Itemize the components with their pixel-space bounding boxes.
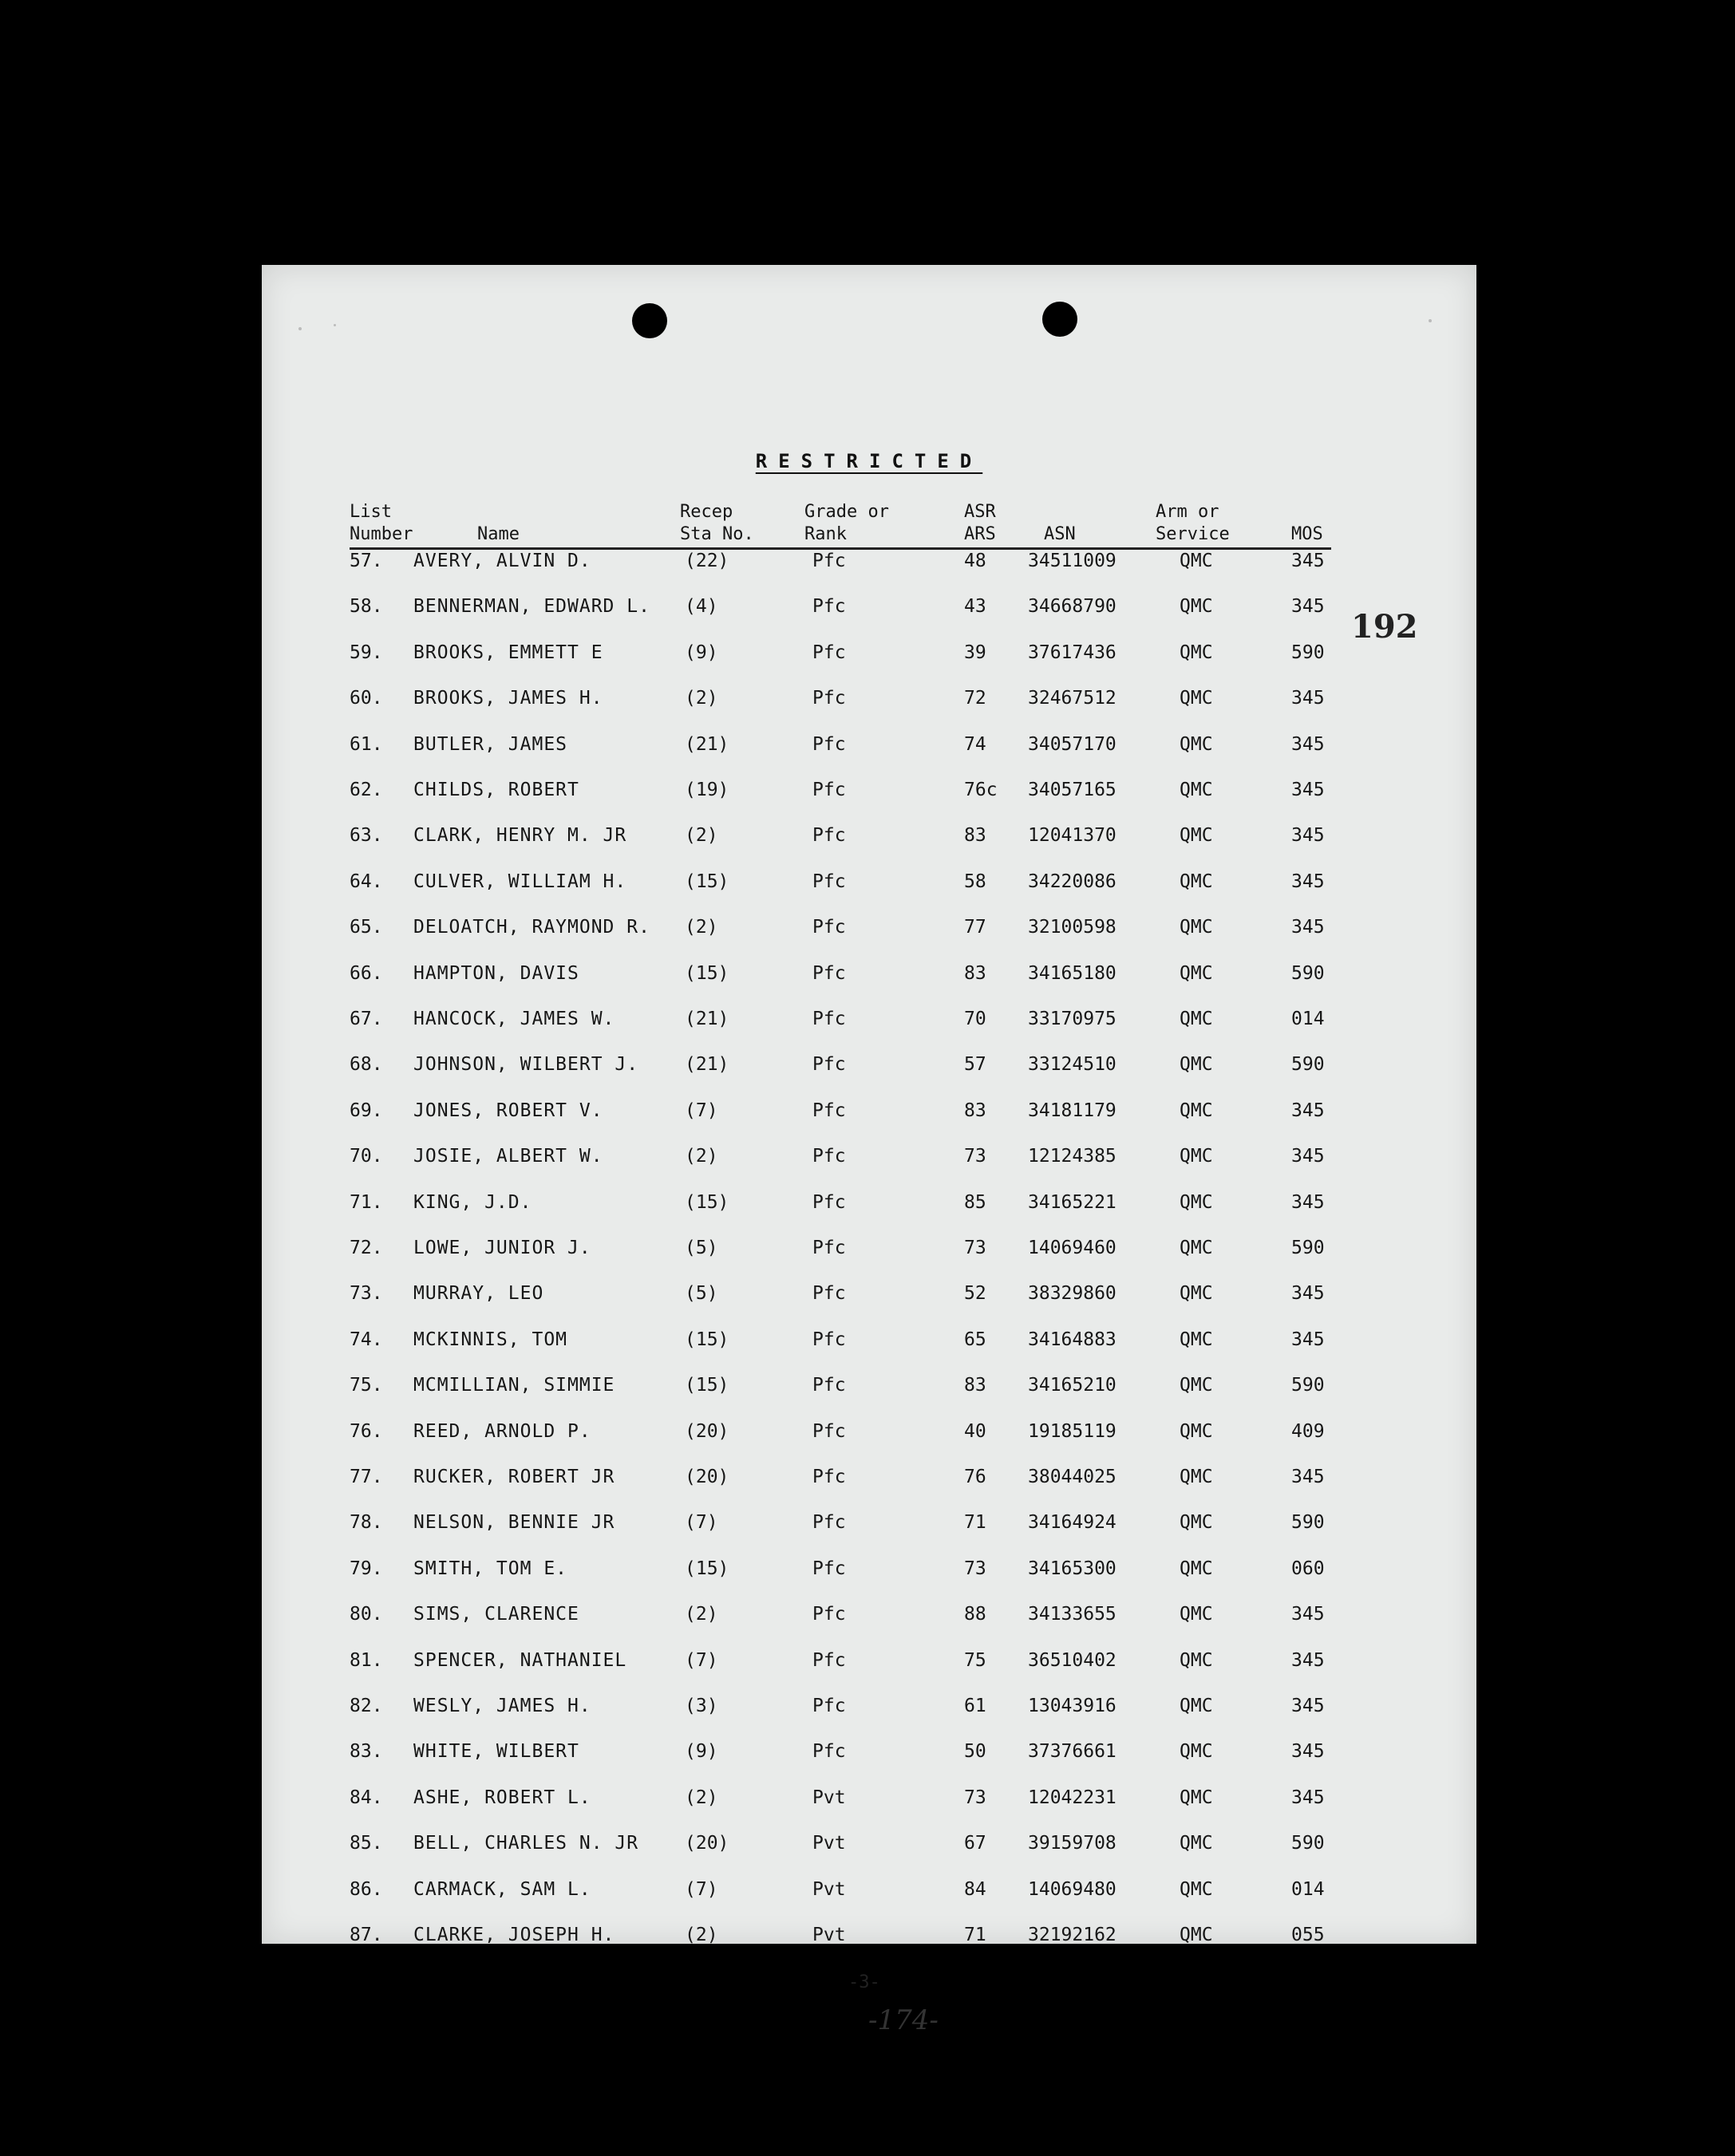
cell-grade: Pvt — [812, 1833, 846, 1854]
cell-name: BROOKS, JAMES H. — [413, 688, 603, 709]
cell-recep: (21) — [685, 1009, 729, 1029]
cell-asr: 72 — [964, 688, 986, 709]
cell-recep: (22) — [685, 551, 729, 571]
cell-mos: 345 — [1291, 596, 1325, 618]
cell-asn: 36510402 — [1028, 1649, 1116, 1671]
cell-mos: 345 — [1291, 1467, 1325, 1487]
cell-grade: Pfc — [812, 825, 846, 847]
cell-mos: 055 — [1291, 1925, 1325, 1945]
table-row — [262, 596, 1476, 628]
table-row — [262, 1054, 1476, 1086]
table-row — [262, 1283, 1476, 1315]
cell-mos: 345 — [1291, 871, 1325, 892]
dust-speck — [298, 327, 302, 330]
cell-arm: QMC — [1180, 825, 1213, 847]
table-row — [262, 1009, 1476, 1040]
cell-grade: Pfc — [812, 642, 846, 663]
cell-mos: 345 — [1291, 1191, 1325, 1213]
header-arm: Arm or Service — [1156, 502, 1230, 544]
table-row — [262, 917, 1476, 949]
cell-name: CULVER, WILLIAM H. — [413, 871, 627, 892]
cell-grade: Pfc — [812, 780, 846, 800]
cell-name: SIMS, CLARENCE — [413, 1604, 579, 1625]
cell-mos: 345 — [1291, 1696, 1325, 1716]
cell-num: 66. — [350, 962, 383, 984]
cell-arm: QMC — [1180, 1420, 1213, 1442]
cell-asn: 12042231 — [1028, 1787, 1116, 1808]
cell-arm: QMC — [1180, 1054, 1213, 1076]
cell-arm: QMC — [1180, 1009, 1213, 1029]
cell-asr: 52 — [964, 1283, 986, 1305]
cell-recep: (20) — [685, 1833, 729, 1854]
cell-mos: 590 — [1291, 962, 1325, 984]
cell-grade: Pfc — [812, 917, 846, 938]
cell-recep: (21) — [685, 1054, 729, 1076]
cell-num: 73. — [350, 1283, 383, 1305]
table-row — [262, 1650, 1476, 1682]
table-row — [262, 734, 1476, 766]
cell-name: MCMILLIAN, SIMMIE — [413, 1375, 615, 1396]
cell-num: 79. — [350, 1558, 383, 1579]
cell-arm: QMC — [1180, 1878, 1213, 1900]
cell-grade: Pfc — [812, 688, 846, 709]
punch-hole-left — [632, 303, 667, 338]
cell-name: RUCKER, ROBERT JR — [413, 1467, 615, 1487]
cell-arm: QMC — [1180, 1146, 1213, 1167]
cell-asr: 83 — [964, 825, 986, 847]
cell-asn: 39159708 — [1028, 1833, 1116, 1854]
cell-num: 59. — [350, 642, 383, 663]
cell-recep: (15) — [685, 871, 729, 892]
table-row — [262, 1100, 1476, 1132]
cell-grade: Pfc — [812, 596, 846, 618]
cell-num: 80. — [350, 1604, 383, 1625]
cell-asn: 34668790 — [1028, 596, 1116, 618]
table-row — [262, 1833, 1476, 1865]
table-row — [262, 1238, 1476, 1270]
header-rule — [350, 547, 1331, 550]
cell-asn: 12124385 — [1028, 1146, 1116, 1167]
cell-num: 76. — [350, 1420, 383, 1442]
cell-recep: (2) — [685, 1146, 718, 1167]
cell-recep: (5) — [685, 1238, 718, 1258]
table-row — [262, 688, 1476, 720]
cell-asn: 34165180 — [1028, 962, 1116, 984]
cell-grade: Pfc — [812, 1604, 846, 1625]
cell-arm: QMC — [1180, 1696, 1213, 1716]
cell-mos: 345 — [1291, 1146, 1325, 1167]
cell-asr: 43 — [964, 596, 986, 618]
cell-recep: (20) — [685, 1420, 729, 1442]
cell-grade: Pfc — [812, 1283, 846, 1305]
cell-asn: 33124510 — [1028, 1054, 1116, 1076]
cell-grade: Pfc — [812, 1420, 846, 1442]
cell-asn: 34057165 — [1028, 780, 1116, 800]
cell-num: 84. — [350, 1787, 383, 1808]
table-row — [262, 1741, 1476, 1773]
cell-mos: 345 — [1291, 1741, 1325, 1763]
cell-asr: 76c — [964, 780, 998, 800]
cell-recep: (9) — [685, 642, 718, 663]
table-row — [262, 1512, 1476, 1544]
cell-arm: QMC — [1180, 1191, 1213, 1213]
cell-asr: 83 — [964, 962, 986, 984]
cell-grade: Pfc — [812, 1329, 846, 1350]
cell-mos: 590 — [1291, 1833, 1325, 1854]
cell-asn: 38329860 — [1028, 1283, 1116, 1305]
cell-asr: 73 — [964, 1558, 986, 1579]
cell-asr: 71 — [964, 1512, 986, 1534]
cell-num: 58. — [350, 596, 383, 618]
cell-recep: (2) — [685, 917, 718, 938]
cell-asn: 32467512 — [1028, 688, 1116, 709]
cell-asn: 34165300 — [1028, 1558, 1116, 1579]
document-page — [262, 265, 1476, 2036]
cell-asr: 70 — [964, 1009, 986, 1029]
cell-arm: QMC — [1180, 1604, 1213, 1625]
cell-name: JOSIE, ALBERT W. — [413, 1146, 603, 1167]
cell-asr: 73 — [964, 1787, 986, 1808]
cell-asn: 14069480 — [1028, 1878, 1116, 1900]
cell-mos: 345 — [1291, 1787, 1325, 1808]
table-row — [262, 551, 1476, 582]
cell-num: 60. — [350, 688, 383, 709]
table-row — [262, 1375, 1476, 1407]
table-row — [262, 1696, 1476, 1728]
cell-grade: Pfc — [812, 1467, 846, 1487]
cell-asn: 34133655 — [1028, 1604, 1116, 1625]
cell-arm: QMC — [1180, 962, 1213, 984]
cell-mos: 345 — [1291, 825, 1325, 847]
table-row — [262, 871, 1476, 903]
cell-recep: (2) — [685, 1787, 718, 1808]
cell-arm: QMC — [1180, 551, 1213, 571]
cell-asr: 84 — [964, 1878, 986, 1900]
cell-name: REED, ARNOLD P. — [413, 1420, 591, 1442]
cell-arm: QMC — [1180, 1649, 1213, 1671]
cell-mos: 014 — [1291, 1009, 1325, 1029]
cell-grade: Pvt — [812, 1787, 846, 1808]
cell-name: CARMACK, SAM L. — [413, 1878, 591, 1900]
cell-num: 81. — [350, 1649, 383, 1671]
cell-asn: 19185119 — [1028, 1420, 1116, 1442]
cell-asr: 83 — [964, 1100, 986, 1121]
cell-recep: (9) — [685, 1741, 718, 1763]
cell-name: SMITH, TOM E. — [413, 1558, 568, 1579]
table-row — [262, 1192, 1476, 1224]
cell-num: 71. — [350, 1191, 383, 1213]
cell-asr: 74 — [964, 733, 986, 755]
cell-recep: (7) — [685, 1878, 718, 1900]
table-row — [262, 1329, 1476, 1361]
cell-arm: QMC — [1180, 688, 1213, 709]
table-row — [262, 1558, 1476, 1590]
cell-mos: 014 — [1291, 1878, 1325, 1900]
cell-name: JOHNSON, WILBERT J. — [413, 1054, 639, 1076]
cell-recep: (7) — [685, 1512, 718, 1534]
cell-mos: 345 — [1291, 780, 1325, 800]
cell-num: 87. — [350, 1925, 383, 1945]
cell-num: 78. — [350, 1512, 383, 1534]
cell-asr: 65 — [964, 1329, 986, 1350]
table-row — [262, 1925, 1476, 1957]
table-row — [262, 1146, 1476, 1178]
cell-asn: 34165210 — [1028, 1375, 1116, 1396]
cell-num: 61. — [350, 733, 383, 755]
cell-asn: 34181179 — [1028, 1100, 1116, 1121]
cell-asr: 39 — [964, 642, 986, 663]
cell-num: 82. — [350, 1696, 383, 1716]
cell-name: BELL, CHARLES N. JR — [413, 1833, 639, 1854]
cell-mos: 345 — [1291, 551, 1325, 571]
table-row — [262, 780, 1476, 811]
cell-arm: QMC — [1180, 1925, 1213, 1945]
cell-mos: 590 — [1291, 642, 1325, 663]
cell-asr: 58 — [964, 871, 986, 892]
cell-name: JONES, ROBERT V. — [413, 1100, 603, 1121]
cell-num: 72. — [350, 1238, 383, 1258]
cell-name: SPENCER, NATHANIEL — [413, 1649, 627, 1671]
cell-grade: Pvt — [812, 1925, 846, 1945]
cell-arm: QMC — [1180, 1512, 1213, 1534]
cell-name: WESLY, JAMES H. — [413, 1696, 591, 1716]
cell-mos: 060 — [1291, 1558, 1325, 1579]
page-number: -3- — [848, 1972, 880, 1992]
table-row — [262, 963, 1476, 995]
cell-name: DELOATCH, RAYMOND R. — [413, 917, 650, 938]
cell-num: 70. — [350, 1146, 383, 1167]
cell-num: 57. — [350, 551, 383, 571]
cell-arm: QMC — [1180, 1283, 1213, 1305]
cell-grade: Pfc — [812, 1741, 846, 1763]
cell-grade: Pfc — [812, 1054, 846, 1076]
cell-recep: (15) — [685, 1558, 729, 1579]
cell-grade: Pfc — [812, 1512, 846, 1534]
cell-recep: (20) — [685, 1467, 729, 1487]
cell-mos: 590 — [1291, 1375, 1325, 1396]
cell-arm: QMC — [1180, 780, 1213, 800]
header-asr: ASR ARS — [964, 502, 996, 544]
cell-grade: Pfc — [812, 1100, 846, 1121]
cell-recep: (7) — [685, 1649, 718, 1671]
cell-asn: 34220086 — [1028, 871, 1116, 892]
cell-mos: 345 — [1291, 1100, 1325, 1121]
cell-mos: 409 — [1291, 1420, 1325, 1442]
cell-recep: (2) — [685, 1604, 718, 1625]
cell-arm: QMC — [1180, 733, 1213, 755]
cell-asn: 37376661 — [1028, 1741, 1116, 1763]
cell-recep: (7) — [685, 1100, 718, 1121]
cell-asn: 32192162 — [1028, 1925, 1116, 1945]
cell-num: 64. — [350, 871, 383, 892]
cell-name: CHILDS, ROBERT — [413, 780, 579, 800]
cell-name: MCKINNIS, TOM — [413, 1329, 568, 1350]
cell-name: MURRAY, LEO — [413, 1283, 544, 1305]
cell-mos: 345 — [1291, 917, 1325, 938]
header-asn: ASN — [1044, 524, 1076, 544]
cell-mos: 345 — [1291, 1283, 1325, 1305]
cell-name: HAMPTON, DAVIS — [413, 962, 579, 984]
cell-mos: 345 — [1291, 1329, 1325, 1350]
cell-grade: Pfc — [812, 551, 846, 571]
cell-asn: 34511009 — [1028, 551, 1116, 571]
cell-asr: 50 — [964, 1741, 986, 1763]
cell-name: CLARK, HENRY M. JR — [413, 825, 627, 847]
cell-asr: 48 — [964, 551, 986, 571]
cell-mos: 345 — [1291, 688, 1325, 709]
cell-num: 62. — [350, 780, 383, 800]
cell-asn: 32100598 — [1028, 917, 1116, 938]
cell-asr: 76 — [964, 1467, 986, 1487]
dust-speck — [334, 324, 336, 326]
cell-asn: 37617436 — [1028, 642, 1116, 663]
cell-num: 67. — [350, 1009, 383, 1029]
cell-num: 77. — [350, 1467, 383, 1487]
cell-num: 74. — [350, 1329, 383, 1350]
cell-name: LOWE, JUNIOR J. — [413, 1238, 591, 1258]
cell-asn: 33170975 — [1028, 1009, 1116, 1029]
cell-mos: 590 — [1291, 1512, 1325, 1534]
cell-arm: QMC — [1180, 1467, 1213, 1487]
cell-num: 83. — [350, 1741, 383, 1763]
cell-recep: (3) — [685, 1696, 718, 1716]
cell-asn: 34057170 — [1028, 733, 1116, 755]
cell-recep: (15) — [685, 1191, 729, 1213]
header-recep: Recep Sta No. — [680, 502, 754, 544]
cell-recep: (2) — [685, 1925, 718, 1945]
table-row — [262, 1604, 1476, 1636]
cell-recep: (5) — [685, 1283, 718, 1305]
table-row — [262, 1467, 1476, 1499]
table-row — [262, 1787, 1476, 1819]
cell-asr: 83 — [964, 1375, 986, 1396]
punch-hole-right — [1042, 302, 1077, 337]
cell-name: BROOKS, EMMETT E — [413, 642, 603, 663]
cell-asn: 14069460 — [1028, 1238, 1116, 1258]
cell-asr: 88 — [964, 1604, 986, 1625]
cell-name: KING, J.D. — [413, 1191, 532, 1213]
cell-num: 63. — [350, 825, 383, 847]
cell-mos: 590 — [1291, 1238, 1325, 1258]
cell-asr: 77 — [964, 917, 986, 938]
handwritten-number: -174- — [868, 2004, 939, 2036]
cell-recep: (15) — [685, 1375, 729, 1396]
cell-asn: 34164924 — [1028, 1512, 1116, 1534]
cell-asn: 34165221 — [1028, 1191, 1116, 1213]
cell-arm: QMC — [1180, 596, 1213, 618]
cell-asr: 85 — [964, 1191, 986, 1213]
table-row — [262, 825, 1476, 857]
cell-arm: QMC — [1180, 1787, 1213, 1808]
cell-arm: QMC — [1180, 1741, 1213, 1763]
cell-recep: (19) — [685, 780, 729, 800]
cell-recep: (2) — [685, 688, 718, 709]
cell-grade: Pfc — [812, 962, 846, 984]
cell-arm: QMC — [1180, 1100, 1213, 1121]
cell-num: 68. — [350, 1054, 383, 1076]
cell-num: 65. — [350, 917, 383, 938]
cell-arm: QMC — [1180, 1558, 1213, 1579]
cell-arm: QMC — [1180, 1833, 1213, 1854]
cell-asr: 57 — [964, 1054, 986, 1076]
cell-name: HANCOCK, JAMES W. — [413, 1009, 615, 1029]
header-grade: Grade or Rank — [804, 502, 889, 544]
cell-name: BUTLER, JAMES — [413, 733, 568, 755]
header-name: Name — [477, 524, 520, 544]
cell-asr: 73 — [964, 1238, 986, 1258]
cell-grade: Pfc — [812, 871, 846, 892]
cell-recep: (2) — [685, 825, 718, 847]
cell-recep: (15) — [685, 962, 729, 984]
cell-asn: 38044025 — [1028, 1467, 1116, 1487]
cell-grade: Pfc — [812, 1375, 846, 1396]
header-list-number: List Number — [350, 502, 413, 544]
cell-grade: Pfc — [812, 1009, 846, 1029]
cell-asr: 40 — [964, 1420, 986, 1442]
cell-grade: Pfc — [812, 1649, 846, 1671]
cell-recep: (15) — [685, 1329, 729, 1350]
header-mos: MOS — [1291, 524, 1323, 544]
cell-grade: Pfc — [812, 1238, 846, 1258]
dust-speck — [1429, 319, 1432, 322]
cell-name: ASHE, ROBERT L. — [413, 1787, 591, 1808]
cell-arm: QMC — [1180, 871, 1213, 892]
cell-asr: 73 — [964, 1146, 986, 1167]
cell-asn: 13043916 — [1028, 1696, 1116, 1716]
cell-grade: Pfc — [812, 1696, 846, 1716]
cell-arm: QMC — [1180, 1375, 1213, 1396]
cell-grade: Pfc — [812, 1558, 846, 1579]
stamp-number: 192 — [1351, 608, 1418, 646]
cell-asr: 61 — [964, 1696, 986, 1716]
table-row — [262, 1879, 1476, 1911]
cell-recep: (21) — [685, 733, 729, 755]
cell-num: 86. — [350, 1878, 383, 1900]
cell-asr: 71 — [964, 1925, 986, 1945]
table-row — [262, 642, 1476, 674]
cell-grade: Pfc — [812, 1146, 846, 1167]
cell-asr: 75 — [964, 1649, 986, 1671]
cell-mos: 345 — [1291, 1649, 1325, 1671]
cell-num: 69. — [350, 1100, 383, 1121]
document-title: RESTRICTED — [755, 450, 983, 472]
cell-arm: QMC — [1180, 1329, 1213, 1350]
cell-num: 75. — [350, 1375, 383, 1396]
cell-mos: 590 — [1291, 1054, 1325, 1076]
cell-asr: 67 — [964, 1833, 986, 1854]
cell-name: AVERY, ALVIN D. — [413, 551, 591, 571]
cell-name: BENNERMAN, EDWARD L. — [413, 596, 650, 618]
cell-grade: Pfc — [812, 1191, 846, 1213]
cell-asn: 12041370 — [1028, 825, 1116, 847]
table-row — [262, 1421, 1476, 1453]
cell-arm: QMC — [1180, 1238, 1213, 1258]
cell-num: 85. — [350, 1833, 383, 1854]
cell-asn: 34164883 — [1028, 1329, 1116, 1350]
cell-name: WHITE, WILBERT — [413, 1741, 579, 1763]
cell-grade: Pvt — [812, 1878, 846, 1900]
cell-mos: 345 — [1291, 1604, 1325, 1625]
cell-arm: QMC — [1180, 642, 1213, 663]
cell-name: CLARKE, JOSEPH H. — [413, 1925, 615, 1945]
cell-arm: QMC — [1180, 917, 1213, 938]
cell-recep: (4) — [685, 596, 718, 618]
cell-grade: Pfc — [812, 733, 846, 755]
cell-name: NELSON, BENNIE JR — [413, 1512, 615, 1534]
cell-mos: 345 — [1291, 733, 1325, 755]
